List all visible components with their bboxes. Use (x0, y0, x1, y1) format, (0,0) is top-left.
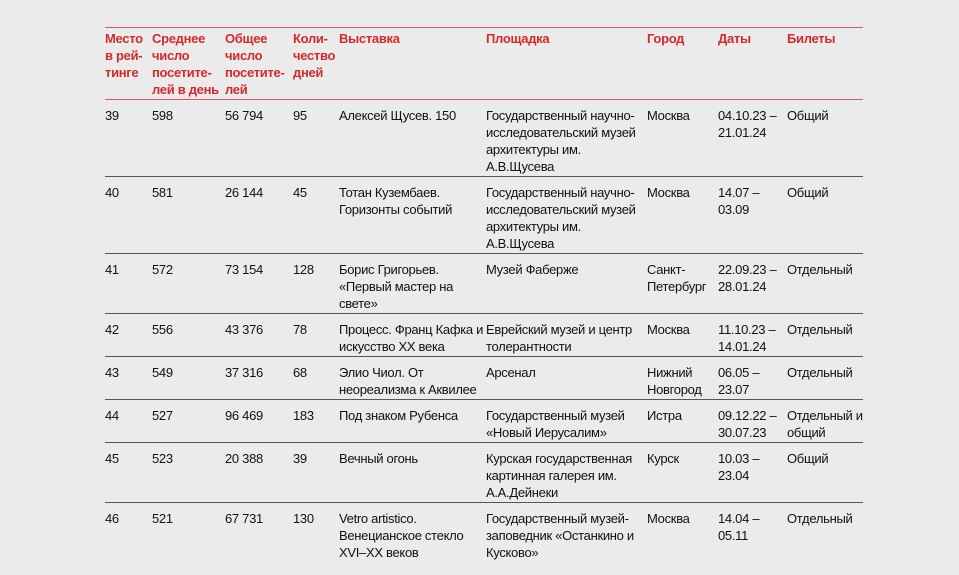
cell-dates: 06.05 – 23.07 (718, 357, 787, 400)
header-dates: Даты (718, 28, 787, 100)
cell-total-visitors: 20 388 (225, 443, 293, 503)
cell-tickets: Общий (787, 100, 863, 177)
cell-dates: 11.10.23 – 14.01.24 (718, 314, 787, 357)
cell-days: 45 (293, 177, 339, 254)
cell-dates: 04.10.23 – 21.01.24 (718, 100, 787, 177)
cell-venue: Государственный музей-заповедник «Останкино и Кусково» (486, 511, 634, 560)
cell-exhibition: Vetro artistico. Венецианское стекло XVI–XX веков (339, 511, 464, 560)
cell-rank: 43 (105, 357, 152, 400)
cell-rank: 42 (105, 314, 152, 357)
cell-city: Москва (647, 177, 718, 254)
cell-venue: Еврейский музей и центр толерантности (486, 314, 647, 357)
cell-dates: 10.03 – 23.04 (718, 443, 787, 503)
table-row (105, 503, 863, 563)
table-row (105, 443, 863, 503)
header-city: Город (647, 28, 718, 100)
cell-exhibition: Под знаком Рубенса (339, 400, 486, 443)
cell-city: Истра (647, 400, 718, 443)
header-days: Коли- чество дней (293, 28, 339, 100)
cell-exhibition: Вечный огонь (339, 443, 486, 503)
cell-city: Москва (647, 100, 718, 177)
cell-tickets: Общий (787, 177, 863, 254)
cell-exhibition: Борис Григорьев. «Первый мастер на свете» (339, 254, 486, 314)
cell-rank: 44 (105, 400, 152, 443)
cell-tickets: Отдельный (787, 254, 863, 314)
cell-avg-visitors: 523 (152, 443, 225, 503)
cell-avg-visitors: 598 (152, 100, 225, 177)
cell-days: 183 (293, 400, 339, 443)
cell-exhibition: Тотан Кузембаев. Горизонты событий (339, 177, 486, 254)
cell-dates: 14.07 – 03.09 (718, 177, 787, 254)
cell-venue: Арсенал (486, 357, 647, 400)
cell-total-visitors: 37 316 (225, 357, 293, 400)
cell-city: Курск (647, 443, 718, 503)
table-row (105, 400, 863, 443)
cell-rank: 39 (105, 100, 152, 177)
cell-city: Нижний Новгород (647, 357, 718, 400)
cell-avg-visitors: 549 (152, 357, 225, 400)
cell-avg-visitors: 572 (152, 254, 225, 314)
cell-days: 78 (293, 314, 339, 357)
cell-avg-visitors: 521 (152, 511, 173, 526)
cell-days: 130 (293, 511, 314, 526)
cell-avg-visitors: 527 (152, 400, 225, 443)
cell-days: 39 (293, 443, 339, 503)
cell-dates: 22.09.23 – 28.01.24 (718, 254, 787, 314)
table-row (105, 314, 863, 357)
cell-avg-visitors: 581 (152, 177, 225, 254)
cell-tickets: Отдельный (787, 357, 863, 400)
cell-dates: 14.04 – 05.11 (718, 511, 760, 543)
cell-tickets: Отдельный и общий (787, 400, 863, 443)
cell-total-visitors: 56 794 (225, 100, 293, 177)
cell-city: Москва (647, 511, 690, 526)
cell-venue: Курская государственная картинная галерея им. А.А.Дейнеки (486, 443, 647, 503)
table-row (105, 100, 863, 177)
cell-exhibition: Элио Чиол. От неореализма к Аквилее (339, 357, 486, 400)
table-header-row (105, 28, 863, 100)
header-avg-visitors: Среднее число посетите- лей в день (152, 28, 225, 100)
cell-total-visitors: 67 731 (225, 511, 263, 526)
cell-rank: 41 (105, 254, 152, 314)
cell-rank: 46 (105, 511, 119, 526)
cell-tickets: Отдельный (787, 314, 863, 357)
cell-venue: Государственный научно-исследовательский музей архитектуры им. А.В.Щусева (486, 100, 647, 177)
cell-tickets: Общий (787, 443, 863, 503)
cell-rank: 40 (105, 177, 152, 254)
header-total-visitors: Общее число посетите- лей (225, 28, 293, 100)
cell-total-visitors: 43 376 (225, 314, 293, 357)
cell-dates: 09.12.22 – 30.07.23 (718, 400, 787, 443)
cell-days: 128 (293, 254, 339, 314)
cell-exhibition: Алексей Щусев. 150 (339, 100, 486, 177)
cell-avg-visitors: 556 (152, 314, 225, 357)
table-row (105, 357, 863, 400)
cell-days: 95 (293, 100, 339, 177)
cell-venue: Государственный научно-исследовательский музей архитектуры им. А.В.Щусева (486, 177, 647, 254)
cell-exhibition: Процесс. Франц Кафка и искусство XX века (339, 314, 486, 357)
ranking-table-container (105, 27, 863, 562)
cell-city: Москва (647, 314, 718, 357)
cell-total-visitors: 96 469 (225, 400, 293, 443)
cell-rank: 45 (105, 443, 152, 503)
header-tickets: Билеты (787, 28, 863, 100)
cell-venue: Государственный музей «Новый Иерусалим» (486, 400, 647, 443)
cell-days: 68 (293, 357, 339, 400)
exhibition-ranking-table (105, 27, 863, 562)
header-venue: Площадка (486, 28, 647, 100)
cell-venue: Музей Фаберже (486, 254, 647, 314)
header-rank: Место в рей- тинге (105, 28, 152, 100)
cell-total-visitors: 26 144 (225, 177, 293, 254)
cell-city: Санкт-Петербург (647, 254, 718, 314)
table-row (105, 254, 863, 314)
header-exhibition: Выставка (339, 28, 486, 100)
cell-tickets: Отдельный (787, 511, 853, 526)
cell-total-visitors: 73 154 (225, 254, 293, 314)
table-row (105, 177, 863, 254)
